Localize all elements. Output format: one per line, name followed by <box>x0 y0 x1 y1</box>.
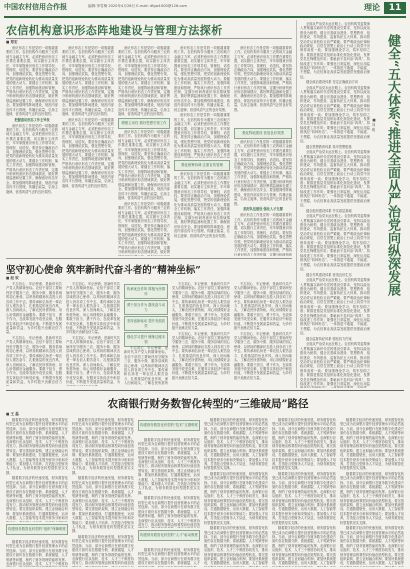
article1-paragraph: 意识形态工作是党的一项极端重要的工作。农信机构作为服务三农的地方金融主力军，必须把意识形态工作摆在重要位置，切实履行主体责任，牢牢掌握意识形态工作领导权、管理权、话语权。要坚持正确政治方向，加强理论武装，强化思想引领，把党的创新理论转化为推动高质量发展的强大动力。要健全工作机制，落实工作责任，加强阵地建设和管理，严格执行意识形态工作责任制，定期分析研判意识形态领域情况，做好舆情监测和处置工作，确保意识形态安全。要加强网络阵地建设，规范内部宣传平台管理，传播正能量，弘扬主旋律，营造风清气正的良好氛围。 <box>6 123 58 194</box>
article3-column-1b <box>6 540 68 567</box>
article1-column-5b <box>234 140 292 256</box>
article2-paragraph: 不忘初心、牢记使命，是新时代共产党人的精神坐标。农信干部员工要始终坚守服务三农、服务小微、服务县域的初心使命，以昂扬的精神状态投入到各项工作中去。要传承和弘扬老一辈农信人艰苦奋斗、扎根基层的优良作风，深入田间地头，了解农民所需所盼，用心用情做好金融服务。要敢于担当、勇于作为，在改革发展中攻坚克难，在服务实体经济中彰显价值，不断提升发展质量和效益，为乡村振兴贡献农信力量。 <box>172 331 230 380</box>
article2-subhead-box <box>124 316 168 331</box>
article3-subhead: 构建财务数智化转型的“组织”保障维度 <box>8 527 66 531</box>
article1-column-3 <box>118 46 170 116</box>
side-article-author: ■ 刘 明 <box>372 118 376 132</box>
article1-subhead-box <box>118 118 170 129</box>
article3-paragraph: 随着数字经济的快速发展，财务数智化转型已成为农商银行提升经营管理水平的必然选择。当前，部分农商银行在财务数字化建设方面仍存在数据分散、系统割裂、人才短缺等问题，制约了财务管理效能的发挥。农商银行应从组织、技术、人才三个维度协同发力，推动财务管理由核算型向价值创造型转变。要完善组织架构，建立业财融合机制；要加快系统建设，打通数据壁垒，运用大数据、人工智能等技术提升财务分析和决策能力；要加强人才培养，打造复合型财务人才队伍，为财务数智化转型提供坚实支撑。 <box>72 418 134 475</box>
article3-title: 农商银行财务数智化转型的“三维破局”路径 <box>107 398 309 410</box>
article3-paragraph: 随着数字经济的快速发展，财务数智化转型已成为农商银行提升经营管理水平的必然选择。当前，部分农商银行在财务数字化建设方面仍存在数据分散、系统割裂、人才短缺等问题，制约了财务管理效能的发挥。农商银行应从组织、技术、人才三个维度协同发力，推动财务管理由核算型向价值创造型转变。要完善组织架构，建立业财融合机制；要加快系统建设，打通数据壁垒，运用大数据、人工智能等技术提升财务分析和决策能力；要加强人才培养，打造复合型财务人才队伍，为财务数智化转型提供坚实支撑。 <box>138 438 200 495</box>
article1-paragraph: 意识形态工作是党的一项极端重要的工作。农信机构作为服务三农的地方金融主力军，必须把意识形态工作摆在重要位置，切实履行主体责任，牢牢掌握意识形态工作领导权、管理权、话语权。要坚持正确政治方向，加强理论武装，强化思想引领，把党的创新理论转化为推动高质量发展的强大动力。要健全工作机制，落实工作责任，加强阵地建设和管理，严格执行意识形态工作责任制，定期分析研判意识形态领域情况，做好舆情监测和处置工作，确保意识形态安全。要加强网络阵地建设，规范内部宣传平台管理，传播正能量，弘扬主旋律，营造风清气正的良好氛围。 <box>174 46 230 112</box>
article2-paragraph: 不忘初心、牢记使命，是新时代共产党人的精神坐标。农信干部员工要始终坚守服务三农、服务小微、服务县域的初心使命，以昂扬的精神状态投入到各项工作中去。要传承和弘扬老一辈农信人艰苦奋斗、扎根基层的优良作风，深入田间地头，了解农民所需所盼，用心用情做好金融服务。要敢于担当、勇于作为，在改革发展中攻坚克难，在服务实体经济中彰显价值，不断提升发展质量和效益，为乡村振兴贡献农信力 <box>6 336 62 385</box>
article3-paragraph: 随着数字经济的快速发展，财务数智化转型已成为农商银行提升经营管理水平的必然选择。当前，部分农商银行在财务数字化建设方面仍存在数据分散、系统割裂、人才短缺等问题，制约了财务管理效能的发挥。农商银行应从组织、技术、人才三个维度协同发力，推动财务管理由核算型向价值创造 <box>72 534 134 566</box>
divider <box>6 258 292 259</box>
article1-column-5 <box>234 46 292 126</box>
article3-subhead-box <box>138 420 200 431</box>
section-title: 理论 <box>364 3 380 12</box>
side-article-column <box>300 22 370 388</box>
article3-paragraph: 随着数字经济的快速发展，财务数智化转型已成为农商银行提升经营管理水平的必然选择。当前，部分农商银行在财务数字化建设方面仍存在数据分散、系统割裂、人才短缺等问题，制约了财务管理效能的发挥。农商银行应从组织、技术、人才三个维度协同发力，推动财务管理由核算型向价值创造型转变。要完善组织架构，建立业财融合机制；要加快系统建设，打通数据壁垒，运用大数据、人工智能等技术提升财务分析和决策能力；要加强人才培养，打造复合型财务人才队伍，为财务数智化转型提供坚实支撑。 <box>72 476 134 534</box>
article1-column-4 <box>174 46 230 158</box>
article3-paragraph: 随着数字经济的快速发展，财务数智化转型已成为农商银行提升经营管理水平的必然选择。当前，部分农商银行在财务数字化建设方面仍存在数据分散、系统割裂、人才短缺等问题，制约了财务管理效能的发挥。农商银行应从组织、技术、人才三个维度协同发力，推动财务管理由核算型向价值创造型转变。要完善组织架构，建立业财融合机制；要加快系统建设，打通数据壁垒，运用大数据、人工智能等技术提升财务分析和决 <box>6 476 68 521</box>
article3-column-3 <box>138 438 200 528</box>
article3-paragraph: 随着数字经济的快速发展，财务数智化转型已成为农商银行提升经营管理水平的必然选择。当前，部分农商银行在财务数字化建设方面仍存在数据分散、系统割裂、人才短缺等问题，制约了财务管理效能的发挥。农商银行应从组织、技术、人才三个维度协同发力，推动财务管理由核算型向价值创造型转变。要完善组织架构，建立业财融合机制；要加快系统建设，打通数据壁垒，运用大数据、人工智能等技术提升财务分析和决策能力；要加强人才培养，打造复合型财务人才队伍，为财务数智化转型提供坚实支撑。 <box>272 418 336 471</box>
article3-paragraph: 随着数字经济的快速发展，财务数智化转型已成为农商银行提升经营管理水平的必然选择。当前，部分农商银行在财务数字化建设方面仍存在数据分散、系统割裂、人才短缺等问题，制约了财务管理效能的发挥。农商银行应从组织、技术、人才三个维度协同发力，推动财务管理由核算型向价值创造型转变。要完善组织架构，建立业财融合机制；要加快系统建设，打通数据壁垒，运用大数据、人工智能等技术提升财务分析和决策能力；要加强人才培养，打造复合型财务人才队伍，为财务数智化转型提供坚实支撑。 <box>204 472 268 525</box>
page-number: 11 <box>384 2 406 14</box>
article1-column-3b <box>118 130 170 256</box>
article2-author: ■ 赵 钦 <box>6 276 19 280</box>
article1-author: ■ 郑宏 <box>6 40 18 44</box>
article3-paragraph: 随着数字经济的快速发展，财务数智化转型已成为农商银行提升经营管理水平的必然选择。当前，部分农商银行在财务数字化建设方面仍存在数据分散、系统割裂、人才短缺等问题，制约了财务管理效能的发挥。农商银行应从组织、技术、人才三个维度协同发力，推动财务管理由核算型向价值创造型转变。要完善组织架构，建立业财融合机制；要加快系统建设，打通数据壁垒，运用大数据、人工智能等 <box>340 526 404 566</box>
article1-paragraph: 意识形态工作是党的一项极端重要的工作。农信机构作为服务三农的地方金融主力军，必须把意识形态工作摆在重要位置，切实履行主体责任，牢牢掌握意识形态工作领导权、管理权、话语权。要坚持正确政治方向，加强理论武装，强化思想引领，把党的创新理论转化为推动高质量发展的强大动力。要健全工作机制，落实工作责任，加强阵地建设和管理，严格执行意识形态工作责任制，定期分析研判意识形态领域情况，做好舆情监测和处置工作，确保意识形态安全。要加强网络阵地建设，规范内部宣传平台管理，传播正能量，弘扬主旋律，营造风清气正的良好氛围。 <box>6 46 58 117</box>
article2-column-3 <box>124 346 168 386</box>
article1-column-1 <box>6 46 58 256</box>
article2-title: 坚守初心使命 筑牢新时代奋斗者的“精神坐标” <box>6 265 201 276</box>
side-paragraph: 全面从严治党永远在路上。农信机构党委要深入贯彻落实新时代党的建设总要求，坚持以政治建设为统领，健全完善政治建设、思想教育、组织建设、作风建设、监督执纪五大体系，推动管党治党从宽松软走向严紧硬。要严明政治纪律和政治规矩，自觉在思想上政治上行动上同党中央保持高度一致；要加强理论学习，筑牢信仰之基；要推进基层党组织标准化规范化建设，发挥党员先锋模范作用；要驰而不息纠治“四风”，持续改进工作作风；要强化日常监督，深化运用监督执纪“四种形态”，一体推进不敢腐、不能腐、不想腐，为农信事业高质量发展提供坚强政治保证。 <box>300 150 370 207</box>
side-subhead: 健全政治建设体系 坚定正确政治方向 <box>306 80 359 85</box>
article3-paragraph: 随着数字经济的快速发展，财务数智化转型已成为农商银行提升经营管理水平的必然选择。当前，部分农商银行在财务数字化建设方面仍存在数据分散、系统割裂、人才短缺等问题，制约了财务管理效能的发挥。农商银行应从组织、技术、人才三个维度协同发力，推动财务管理由核算型向价值创造型转变。要完善组织架构，建立业财融合机制；要加快系统建设，打通数据壁垒，运用大数据、人工智能等技术提升财务分析和决策能力；要加强人才培养，打造复合型财务人才队伍，为财务数智化转型提供坚实支撑。 <box>6 418 68 475</box>
article1-subhead: 把握意识形态工作主导权 <box>14 117 50 122</box>
article1-paragraph: 意识形态工作是党的一项极端重要的工作。农信机构作为服务三农的地方金融主力军，必须把意识形态工作摆在重要位置，切实履行主体责任，牢牢掌握意识形态工作领导权、管理权、话语权。要坚持正确政治方向，加强理论武装，强化思想引领，把党的创新理论转化为推动高质量发展的强大动力。要健全工作机制，落实工作责任，加强阵地建设和管理，严格执行意识形态工作责任制，定期分析研判意识形态领域情况，做好舆 <box>118 201 170 255</box>
article1-paragraph: 意识形态工作是党的一项极端重要的工作。农信机构作为服务三农的地方金融主力军，必须把意识形态工作摆在重要位置，切实履行主体责任，牢牢掌握意识形态工作领导权、管理权、话语权。要坚持正确政治方向，加强理论武装，强化思想引领，把党的创新理论转化为推动高质量发展的强大动力。要健全工作机制，落实工作责任，加强阵地建设和管理，严格执行意识形态工作责任制，定期分析研判意 <box>234 213 292 256</box>
side-subhead: 健全监督执纪体系 强化权力约束 <box>306 336 352 341</box>
article1-subhead: 增强主动性 做好思想引领工作 <box>121 121 167 125</box>
article3-column-1 <box>6 418 68 522</box>
newspaper-name: 中国农村信用合作报 <box>4 3 67 11</box>
column-divider <box>296 20 297 388</box>
article1-subhead-box <box>234 128 292 139</box>
side-paragraph: 全面从严治党永远在路上。农信机构党委要深入贯彻落实新时代党的建设总要求，坚持以政治建设为统领，健全完善政治建设、思想教育、组织建设、作风建设、监督执纪五大体系，推动管党治党从宽松软走向严紧硬。要严明政治纪律和政治规矩，自觉在思想上政治上行动上同党中央保持高度一致；要加强理论学习，筑牢信仰之基；要推进基层党组织标准化规范化建设，发挥党员先锋模范作用；要驰而不息纠治“四风”，持续改进工作作风；要强化日常监督，深化运用监督执纪“四种形态”，一体推进不敢腐、不能腐、不想腐，为农信事业高质量发展提供坚强政治保证。 <box>300 86 370 143</box>
article2-subhead-box <box>124 300 168 315</box>
article3-paragraph: 随着数字经济的快速发展，财务数智化转型已成为农商银行提升经营管理水平的必然选择。当前，部分农商银行在财务数字化建设方面仍存在数据分散、系统割裂、人才短缺等问题，制约了财务管理效能的发挥。农商银行应从组织、技术、人才三个维度协同发力，推动财务管理由核算型向价值创造型转变。要完善组织架构，建立业财融合机制；要加快系统建设，打通数据壁垒，运用大数据、人工智能等技术提升财务分析和决策能力；要加强人才培养，打造复合型财务人才队伍，为财务数智化转型提供坚实支撑。 <box>272 472 336 525</box>
article3-paragraph: 随着数字经济的快速发展，财务数智化转型已成为农商银行提升经营管理水平的必然选择。当前，部分农商银行在财务数字化建设方面仍存在数据分散、系统割裂、人才 <box>138 548 200 566</box>
article2-paragraph: 不忘初心、牢记使命，是新时代共产党人的精神坐标。农信干部员工要始终坚守服务三农、服务小微、服务县域的初心使命，以昂扬的精神状态投入到各项工作中去。要传承和弘扬老一辈农信人艰苦奋斗、扎根基层的优良作风，深入田间地头，了解农民所需所盼，用心用情做好金融服务。要敢于担当、勇于作为，在改革发展中攻坚克难，在服务实体经济中彰显价值，不断提升发展质量和效益，为乡村振兴贡献农信力量。 <box>234 331 292 380</box>
article1-paragraph: 意识形态工作是党的一项极端重要的工作。农信机构作为服务三农的地方金融主力军，必须把意识形态工作摆在重要位置，切实履行主体责任，牢牢掌握意识形态工作领导权、管理权、话语权。要坚持正确政治方向，加强理论武装，强化思想引领，把党的创新理论转化为推动高质量发展的强大动力。要健全工作机制，落实工作责任，加强阵地建设和管理，严格执行意识形态工作责 <box>174 113 230 157</box>
article2-subhead-box <box>124 332 168 347</box>
article3-author: ■ 王 磊 <box>6 412 19 416</box>
article1-paragraph: 意识形态工作是党的一项极端重要的工作。农信机构作为服务三农的地方金融主力军，必须把意识形态工作摆在重要位置，切实履行主体责任，牢牢掌握意识形态工作领导权、管理权、话语权。要坚持正确政治方向，加强理论武装，强化思想引领，把党的创新理论转化为推动高质量发展的强大动力。要健全工作机制，落实工作责任，加强阵地建设和管理，严格执行意识形态工作责任制，定期分析研判意识形态领域情况，做好舆情监测和处置工作，确保意识形态安全。要加强网络阵地建设，规范内部宣传平台管理，传播正能量，弘扬主旋律，营造风清气正的良好氛围。 <box>62 46 114 117</box>
article3-paragraph: 随着数字经济的快速发展，财务数智化转型已成为农商银行提升经营管理水平的必然选择。当前，部分农商银行在财务数字化建设方面仍存在数据分散、系统割裂、人才短缺等问题，制约了财务管理效能的发挥。农商银行应从组织、技术、人才三个维度协同发力，推动财务管理由核算型向价值创造型转变。要完善组织架构，建立业财融合机制；要加快系统建设，打通数据壁垒，运用大数据、人工智能等 <box>272 526 336 566</box>
side-paragraph: 全面从严治党永远在路上。农信机构党委要深入贯彻落实新时代党的建设总要求，坚持以政治建设为统领，健全完善政治建设、思想教育、组织建设、作风建设、监督执纪五大体系，推动管党治党从宽松软走向严紧硬。要严明政治纪律和政治规矩，自觉在思想上政治上行动上同党中央保持高度一致；要加强理论学习，筑牢信仰之基；要推进基层党组织标准化规范化建设，发挥党员先锋模范作用；要驰而不息纠治“四风”，持续改进工作作风；要强化日常监督，深化运用监督执纪“四种形态”，一体推进不敢腐、不能腐、不想腐，为农信事业高质量发展提供坚强政治保证。 <box>300 278 370 336</box>
article1-paragraph: 意识形态工作是党的一项极端重要的工作。农信机构作为服务三农的地方金融主力军，必须把意识形态工作摆在重要位置，切实履行主体责任，牢牢掌握意识形态工作领导权、管理权、话语权。要坚持正确政治方向，加强理论武装，强化思想引领，把党的创新理论转化为推动高质量发展的强大动力。要健全工作机制，落实工作责任，加强阵地建设和管理，严格执行意识形态工作责任制，定期分析研判意识形态领域情况，做好舆情监测和处置工作，确保意识形态安全。要加强网络阵地建设，规范内部宣传平台管理，传播正能量，弘扬主旋律，营造风清气正的良好氛围。 <box>118 46 170 116</box>
article3-column-6 <box>340 418 404 567</box>
article1-subhead: 强化统筹协调 注重宣传管理 <box>181 163 223 167</box>
article3-column-4 <box>204 418 268 567</box>
article2-subhead: 坚持创新驱动 提升发展质效 <box>126 319 166 328</box>
article2-paragraph: 不忘初心、牢记使命，是新时代共产党人的精神坐标。农信干部员工要始终坚守服务三农、服务小微、服务县域的初心使命，以昂扬的精神状态投入到各项工作中去。要传承和弘扬老一辈农信人艰苦奋斗、扎根基层的优良作风，深入田间地头，了解农民所需所盼，用心用情做好金融服务。要敢于担当、勇于作为，在改革发展中攻坚克难，在服务实体经济中彰显价值，不断提升发展质量和效益，为 <box>66 336 120 385</box>
divider <box>6 390 404 391</box>
article3-subhead: 构建财务数智化转型的“技术”支撑维度 <box>140 423 198 427</box>
article3-column-5 <box>272 418 336 567</box>
side-paragraph: 全面从严治党永远在路上。农信机构党委要深入贯彻落实新时代党的建设总要求，坚持以政治建设为统领，健全完善政治建设、思想教育、组织建设、作风建设、监督执纪五大体系，推动管党治党从宽松软走向严紧硬。要严明政治纪律和政治规矩，自觉在思想上政治上行动上同党中央保持高度一致；要加强理论学习，筑牢信仰之基；要推进基层党组织标准化规范化建设，发挥党员先锋模范作用；要驰而不息纠治“四风”，持续改进工作作风；要强化日常监督，深化运用监 <box>300 342 370 386</box>
article1-paragraph: 意识形态工作是党的一项极端重要的工作。农信机构作为服务三农的地方金融主力军，必须把意识形态工作摆在重要位置，切实履行主体责任，牢牢掌握意识形态工作领导权、管理权、话语权。要坚持正确政治方向，加强理论武装，强化思想引领，把党的创新理论转化为推动高质量发展的强大动力。要健全工作机制，落实工作责任，加强阵地建设和管理，严格执行意识形态工作责任制，定期分析研判意识形态领域情况，做好舆情监测和处置工作，确保意识形态安全。要加强网络阵地建设，规范内部宣传平台管理，传播正能量，弘扬主旋律，营造风清气正的良好氛围。 <box>234 46 292 112</box>
issue-info: 编辑:李雪梅 2020年4月28日 E-mail: dfgw1000@126.com <box>88 4 188 8</box>
article1-title: 农信机构意识形态阵地建设与管理方法探析 <box>6 24 223 37</box>
article1-subhead-box <box>174 160 230 171</box>
masthead <box>4 2 406 18</box>
article2-paragraph: 不忘初心、牢记使命，是新时代共产党人的精神坐标。农信干部员工要始终坚守服务三农、服务小微、服务县域的初心使命，以昂扬的精神状态投入到各项工作中去。要传承和弘扬老一辈农信人艰苦奋斗、扎根基层的优良作风，深入田间地头，了解农民所需所盼，用心用情做好金融服务。要敢于担当、勇于作为，在改革发展中攻坚克难，在服务实体经济中彰显价值，不断提升发展质量和效益，为乡村振兴贡献农信力量。 <box>234 282 292 331</box>
article1-subhead: 抓好队伍建设 强化人才支撑 <box>243 207 283 212</box>
article3-subhead-box <box>6 524 68 535</box>
article3-paragraph: 随着数字经济的快速发展，财务数智化转型已成为农商银行提升经营管理水平的必然选择。当前，部分农商银行在财务数字化建设方面仍存在数据分散、系统割裂、人才短缺等问题，制约了财务管理效能的发挥。农商银行应从组织、技术、人才三个维度协同发力，推动财务管理由核算型向价值创造型转变。要完善组织架构，建立业财融合机制；要加快系统建设，打通数据壁垒，运用大数据、人工智能等技术提升财务分析和决策能力；要加强人才培养，打造复合型财务人才队伍，为财务数智化转型提供坚实支撑。 <box>340 418 404 471</box>
article2-subhead: 强化学习提升 锤炼过硬本领 <box>126 335 166 344</box>
article2-column-5 <box>234 282 292 386</box>
side-subhead: 健全组织建设体系 夯实基层基础 <box>306 208 352 213</box>
article3-paragraph: 随着数字经济的快速发展，财务数智化转型已成为农商银行提升经营管理水平的必然选择。当前，部分农商银行在财务数字化建设方面仍存在数据分散、系统割裂、人才短缺等问题，制约了财务管理效能的发挥。农商银行应从组织、技术、人才三个维度协同发力，推动财务管理由核算型向价值创造型转变。要完善组织架构，建立业财融合机制；要加快系统建设，打通数据壁垒，运用大数据、人工智能等技术提升财务分析和决策能力；要加强人才培养，打造复合型财务人才队伍，为财务数智化转型提供坚实支撑。 <box>340 472 404 525</box>
side-paragraph: 全面从严治党永远在路上。农信机构党委要深入贯彻落实新时代党的建设总要求，坚持以政治建设为统领，健全完善政治建设、思想教育、组织建设、作风建设、监督执纪五大体系，推动管党治党从宽松软走向严紧硬。要严明政治纪律和政治规矩，自觉在思想上政治上行动上同党中央保持高度一致；要加强理论学习，筑牢信仰之基；要推进基层党组织标准化规范化建设，发挥党员先锋模范作用；要驰而不息纠治“四风”，持续改进工作作风；要强化日常监督，深化运用监督执纪“四种形态”，一体推进不敢腐、不能腐、不想腐，为农信事业高质量发展提供坚强政治保证。 <box>300 22 370 79</box>
article3-subhead: 构建财务数智化转型的“人才”驱动维度 <box>140 533 198 537</box>
article2-paragraph: 不忘初心、牢记使命，是新时代共产党人的精神坐标。农信干部员工要始终坚守服务三农、服务小微、服务县域的初心使命，以昂扬的精神状态投入到各项工作中去。要传承和弘扬老一辈农信人艰苦奋斗、扎根基层的优良作风，深入田间地头，了解农民所需所 <box>124 346 168 386</box>
side-subhead: 健全作风建设体系 营造良好生态 <box>306 272 352 277</box>
article1-paragraph: 意识形态工作是党的一项极端重要的工作。农信机构作为服务三农的地方金融主力军，必须把意识形态工作摆在重要位置，切实履行主体责任，牢牢掌握意识形态工作领导权、管理权、话语权。要坚持正确政治方向，加强理论武装，强化思想引领，把党的创新理论转化为推动高质量发展的强大动力。要健全工作机制，落实工作责任，加强阵地建设和管理，严格执行意识形态工作责任制，定期分析研判意识形态领域情况，做好舆情监测和处置工作，确保意识形态安全。要加强网络阵地建设，规范内部宣传平台管理，传播正能量，弘扬主旋律，营造风清气正的良好氛围。 <box>62 117 114 188</box>
article2-column-1 <box>6 282 62 386</box>
article2-paragraph: 不忘初心、牢记使命，是新时代共产党人的精神坐标。农信干部员工要始终坚守服务三农、服务小微、服务县域的初心使命，以昂扬的精神状态投入到各项工作中去。要传承和弘扬老一辈农信人艰苦奋斗、扎根基层的优良作风，深入田间地头，了解农民所需所盼，用心用情做好金融服务。要敢于担当、勇于作为，在改革发展中攻坚克难，在服务实体经济中彰显价值，不断提升发展质量和效益，为乡村振兴贡献农信力量。 <box>66 282 120 335</box>
article2-column-4 <box>172 282 230 386</box>
article2-paragraph: 不忘初心、牢记使命，是新时代共产党人的精神坐标。农信干部员工要始终坚守服务三农、服务小微、服务县域的初心使命，以昂扬的精神状态投入到各项工作中去。要传承和弘扬老一辈农信人艰苦奋斗、扎根基层的优良作风，深入田间地头，了解农民所需所盼，用心用情做好金融服务。要敢于担当、勇于作为，在改革发展中攻坚克难，在服务实体经济中彰显价值，不断提升发展质量和效益，为乡村振兴贡献农信力量。 <box>172 282 230 331</box>
article2-column-2 <box>66 282 120 386</box>
article1-paragraph: 意识形态工作是党的一项极端重要的工作。农信机构作为服务三农的地方金融主力军，必须把意识形态工作摆在重要位置，切实履行主体责任，牢牢掌握意识形态工作领导权、管理权、话语权。要坚持正确政治方向，加强理论武装，强化思想引领，把党的创新理论转化为推动高质量发展的强大动力。要健全工作机制，落实工作责任，加强阵地建设和管理，严格执行意识形态工作责任制，定期分析研判意识形态领域情况，做好舆情监测和处置工作，确保意识形态安全。要加强网络阵地建设，规范内部宣传平台管理，传播正能量，弘扬主旋律，营造风清气正的良好氛围。 <box>234 140 292 206</box>
article3-column-3b <box>138 548 200 567</box>
article2-subhead-box <box>124 284 168 299</box>
article3-paragraph: 随着数字经济的快速发展，财务数智化转型已成为农商银行提升经营管理水平的必然选择。当前，部分农商银行在财务数字化建设方面仍存在数据分散、系统割裂、人才短缺等问题，制约了财务管理效能的发挥。农商银行应从组织、技术、人才三个维度协 <box>6 540 68 567</box>
article1-subhead: 强化阵地建设 营造良好氛围 <box>242 131 284 135</box>
side-article-title: 健全“五大体系”推进全面从严治党向纵深发展 <box>385 34 400 296</box>
article3-subhead-box <box>138 530 200 541</box>
article1-paragraph: 意识形态工作是党的一项极端重要的工作。农信机构作为服务三农的地方金融主力军，必须把意识形态工作摆在重要位置，切实履行主体责任，牢牢掌握意识形态工作领导权、管理权、话语权。要坚持正确政治方向，加强理论武装，强化思想引领，把党的创新理论转化为推动高质量发展的强大动力。要健全工作机制，落实工作责任，加强阵地建设和管理，严格执行意识形态工作责任制，定期分析研判意识形态领域情况，做好舆情监测和处置工作，确保意识形态安全。要加强网络阵地建设，规范内部宣传平台管理，传播正能量，弘扬主旋律，营造风清气正的良好氛围。 <box>118 130 170 201</box>
article3-paragraph: 随着数字经济的快速发展，财务数智化转型已成为农商银行提升经营管理水平的必然选择。当前，部分农商银行在财务数字化建设方面仍存在数据分散、系统割裂、人才短缺等问题，制约了财务管理效能的发挥。农商银行应从组织、技术、人才三个维度协同发力，推动财务管理由核算型向价值创造 <box>138 496 200 527</box>
article2-paragraph: 不忘初心、牢记使命，是新时代共产党人的精神坐标。农信干部员工要始终坚守服务三农、服务小微、服务县域的初心使命，以昂扬的精神状态投入到各项工作中去。要传承和弘扬老一辈农信人艰苦奋斗、扎根基层的优良作风，深入田间地头，了解农民所需所盼，用心用情做好金融服务。要敢于担当、勇于作为，在改革发展中攻坚克难，在服务实体经济中彰显价值，不断提升发展质量和效益，为乡村振兴贡献农信力量。 <box>6 282 62 335</box>
article1-column-4b <box>174 172 230 256</box>
article1-column-2 <box>62 46 114 256</box>
article2-subhead: 传承优良作风 厚植为民情怀 <box>126 287 166 296</box>
side-paragraph: 全面从严治党永远在路上。农信机构党委要深入贯彻落实新时代党的建设总要求，坚持以政治建设为统领，健全完善政治建设、思想教育、组织建设、作风建设、监督执纪五大体系，推动管党治党从宽松软走向严紧硬。要严明政治纪律和政治规矩，自觉在思想上政治上行动上同党中央保持高度一致；要加强理论学习，筑牢信仰之基；要推进基层党组织标准化规范化建设，发挥党员先锋模范作用；要驰而不息纠治“四风”，持续改进工作作风；要强化日常监督，深化运用监督执纪“四种形态”，一体推进不敢腐、不能腐、不想腐，为农信事业高质量发展提供坚强政治保证。 <box>300 214 370 272</box>
article3-paragraph: 随着数字经济的快速发展，财务数智化转型已成为农商银行提升经营管理水平的必然选择。当前，部分农商银行在财务数字化建设方面仍存在数据分散、系统割裂、人才短缺等问题，制约了财务管理效能的发挥。农商银行应从组织、技术、人才三个维度协同发力，推动财务管理由核算型向价值创造型转变。要完善组织架构，建立业财融合机制；要加快系统建设，打通数据壁垒，运用大数据、人工智能等技术提升财务分析和决策能力；要加强人才培养，打造复合型财务人才队伍，为财务数智化转型提供坚实支撑。 <box>204 418 268 471</box>
article1-paragraph: 意识形态工作是党的一项极端重要的工作。农信机构作为服务三农的地方金融主力军，必须把意识形态工作摆在重要位置，切实履行主体责任，牢牢掌握意识形态工作领导权、管理权、话语权。要坚持正确政治方向，加强理论武装，强化思想引领，把党的创新理论转化为推动高质量发展的强大动力。要健全工作机制，落实工作责任，加强阵地建设和管理，严格执行意识形态工作责任制，定期分析研判意识形态领域情况，做好舆情监测和处置工作，确保意识形态安全。要加强网络阵地建设，规范内部宣传平台管理，传播正能量，弘扬主旋律，营造风清气正的良好氛围。 <box>174 172 230 238</box>
side-subhead: 健全思想教育体系 筑牢思想根基 <box>306 144 352 149</box>
divider <box>6 38 292 39</box>
article2-subhead: 勇于担当作为 激发奋斗动力 <box>126 303 166 312</box>
article3-column-2 <box>72 418 134 567</box>
article3-paragraph: 随着数字经济的快速发展，财务数智化转型已成为农商银行提升经营管理水平的必然选择。当前，部分农商银行在财务数字化建设方面仍存在数据分散、系统割裂、人才短缺等问题，制约了财务管理效能的发挥。农商银行应从组织、技术、人才三个维度协同发力，推动财务管理由核算型向价值创造型转变。要完善组织架构，建立业财融合机制；要加快系统建设，打通数据壁垒，运用大数据、人工智能等 <box>204 526 268 566</box>
